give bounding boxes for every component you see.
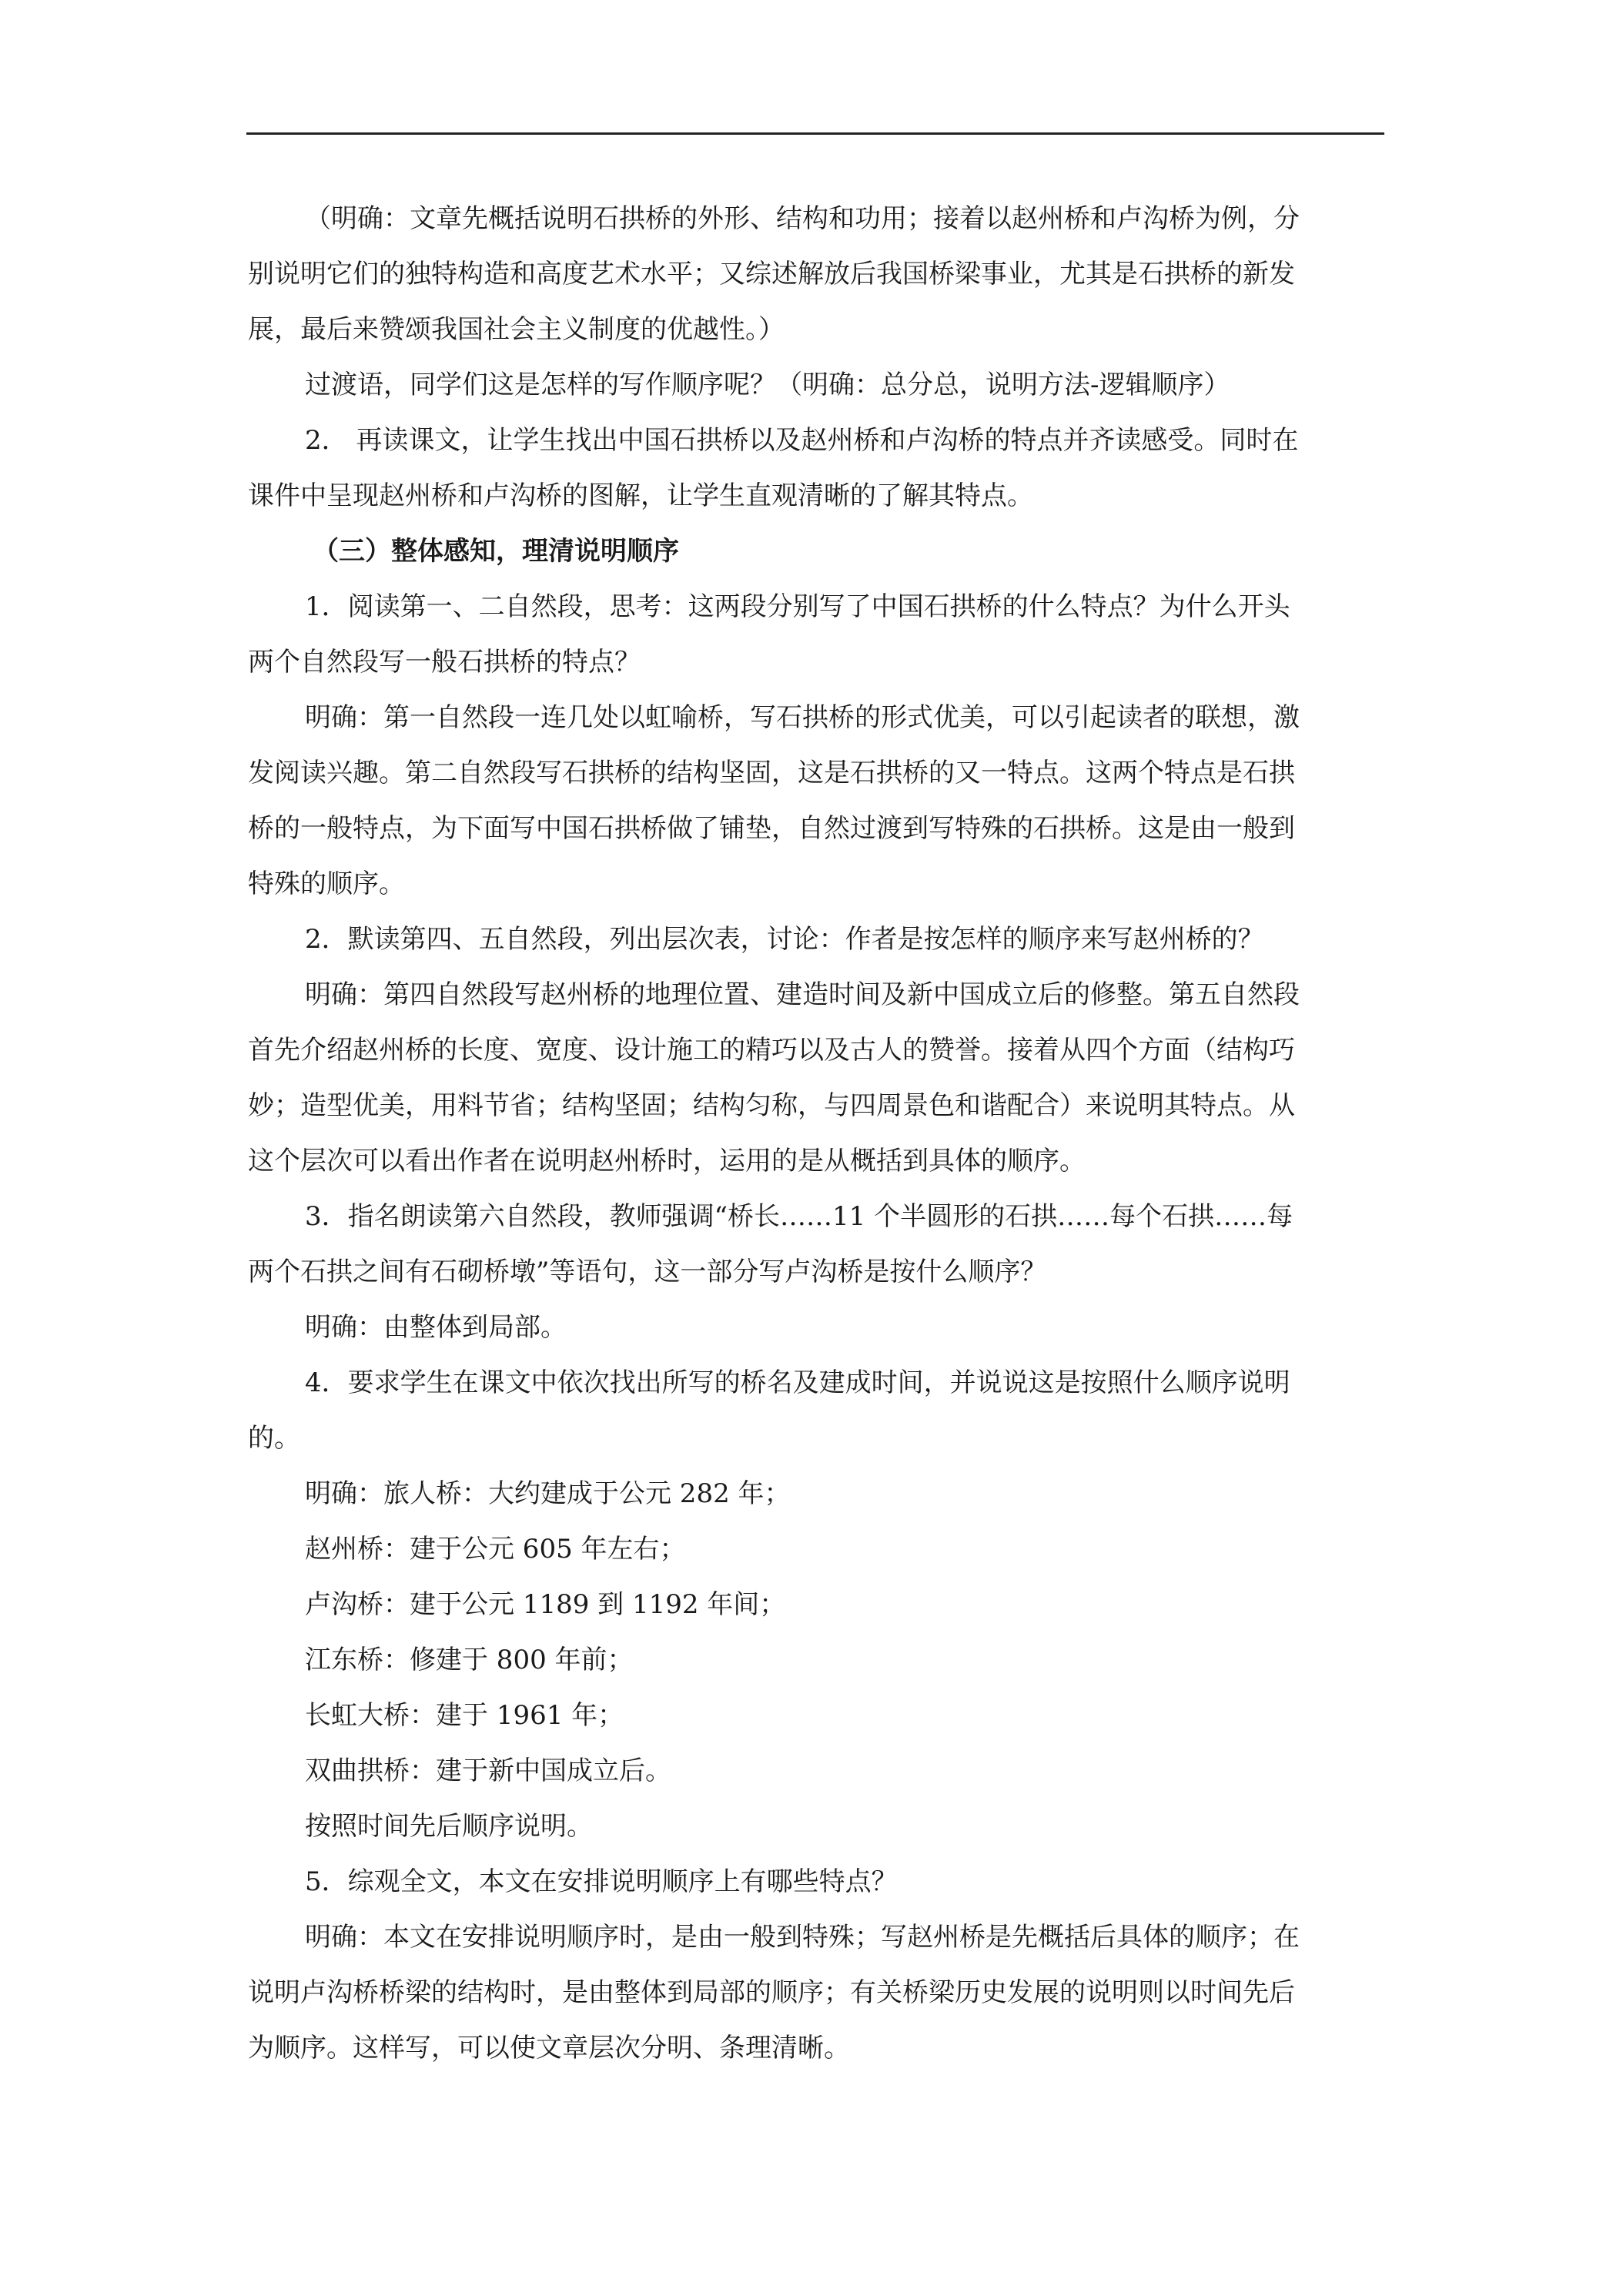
paragraph-question-2 <box>248 912 1384 967</box>
text-line: （明确：文章先概括说明石拱桥的外形、结构和功用；接着以赵州桥和卢沟桥为例，分 <box>305 203 1300 234</box>
paragraph-question-4 <box>248 1355 1384 1466</box>
text-line: 4．要求学生在课文中依次找出所写的桥名及建成时间，并说说这是按照什么顺序说明 <box>305 1367 1290 1398</box>
header-rule <box>246 132 1384 135</box>
text-line: 展，最后来赞颂我国社会主义制度的优越性。） <box>248 314 785 345</box>
document-body <box>248 191 1384 2076</box>
bridge-timeline-list <box>248 1466 1384 1854</box>
paragraph-answer-3 <box>248 1300 1384 1355</box>
text-line: 5．综观全文，本文在安排说明顺序上有哪些特点？ <box>305 1866 898 1897</box>
paragraph-answer-5 <box>248 1909 1384 2076</box>
text-line: 两个自然段写一般石拱桥的特点？ <box>248 647 641 678</box>
list-item: 双曲拱桥：建于新中国成立后。 <box>305 1755 671 1786</box>
paragraph-answer-1 <box>248 690 1384 912</box>
paragraph-question-5 <box>248 1854 1384 1909</box>
text-line: 2．默读第四、五自然段，列出层次表，讨论：作者是按怎样的顺序来写赵州桥的？ <box>305 924 1264 955</box>
text-line: 课件中呈现赵州桥和卢沟桥的图解，让学生直观清晰的了解其特点。 <box>248 480 1033 511</box>
text-line: 明确：第一自然段一连几处以虹喻桥，写石拱桥的形式优美，可以引起读者的联想，激 <box>305 702 1300 733</box>
text-line: 明确：由整体到局部。 <box>305 1312 567 1343</box>
paragraph-question-3 <box>248 1189 1384 1300</box>
paragraph-summary <box>248 191 1384 357</box>
text-line: 的。 <box>248 1423 300 1454</box>
paragraph-transition <box>248 357 1384 413</box>
text-line: 发阅读兴趣。第二自然段写石拱桥的结构坚固，这是石拱桥的又一特点。这两个特点是石拱 <box>248 758 1295 788</box>
text-line: 两个石拱之间有石砌桥墩”等语句，这一部分写卢沟桥是按什么顺序？ <box>248 1257 1047 1287</box>
text-line: 桥的一般特点，为下面写中国石拱桥做了铺垫，自然过渡到写特殊的石拱桥。这是由一般到 <box>248 813 1295 844</box>
heading-text: （三）整体感知，理清说明顺序 <box>313 536 679 567</box>
paragraph-answer-2 <box>248 967 1384 1189</box>
text-line: 特殊的顺序。 <box>248 869 405 899</box>
list-item: 长虹大桥：建于 1961 年； <box>305 1700 624 1731</box>
paragraph-reread <box>248 413 1384 524</box>
paragraph-question-1 <box>248 579 1384 690</box>
text-line: 明确：第四自然段写赵州桥的地理位置、建造时间及新中国成立后的修整。第五自然段 <box>305 979 1300 1010</box>
text-line: 明确：本文在安排说明顺序时，是由一般到特殊；写赵州桥是先概括后具体的顺序；在 <box>305 1922 1300 1953</box>
text-line: 过渡语，同学们这是怎样的写作顺序呢？（明确：总分总，说明方法-逻辑顺序） <box>305 370 1230 400</box>
list-conclusion: 按照时间先后顺序说明。 <box>305 1811 593 1842</box>
list-item: 明确：旅人桥：大约建成于公元 282 年； <box>305 1478 791 1509</box>
text-line: 为顺序。这样写，可以使文章层次分明、条理清晰。 <box>248 2033 850 2063</box>
list-item: 赵州桥：建于公元 605 年左右； <box>305 1534 686 1565</box>
text-line: 说明卢沟桥桥梁的结构时，是由整体到局部的顺序；有关桥梁历史发展的说明则以时间先后 <box>248 1977 1295 2008</box>
text-line: 首先介绍赵州桥的长度、宽度、设计施工的精巧以及古人的赞誉。接着从四个方面（结构巧 <box>248 1035 1295 1066</box>
text-line: 1．阅读第一、二自然段，思考：这两段分别写了中国石拱桥的什么特点？为什么开头 <box>305 591 1290 622</box>
list-item: 江东桥：修建于 800 年前； <box>305 1645 634 1675</box>
list-item: 卢沟桥：建于公元 1189 到 1192 年间； <box>305 1589 786 1620</box>
section-heading <box>248 524 1384 579</box>
text-line: 3．指名朗读第六自然段，教师强调“桥长……11 个半圆形的石拱……每个石拱……每 <box>305 1201 1293 1232</box>
text-line: 这个层次可以看出作者在说明赵州桥时，运用的是从概括到具体的顺序。 <box>248 1146 1086 1176</box>
text-line: 2． 再读课文，让学生找出中国石拱桥以及赵州桥和卢沟桥的特点并齐读感受。同时在 <box>305 425 1299 456</box>
text-line: 妙；造型优美，用料节省；结构坚固；结构匀称，与四周景色和谐配合）来说明其特点。从 <box>248 1090 1295 1121</box>
text-line: 别说明它们的独特构造和高度艺术水平；又综述解放后我国桥梁事业，尤其是石拱桥的新发 <box>248 259 1295 290</box>
